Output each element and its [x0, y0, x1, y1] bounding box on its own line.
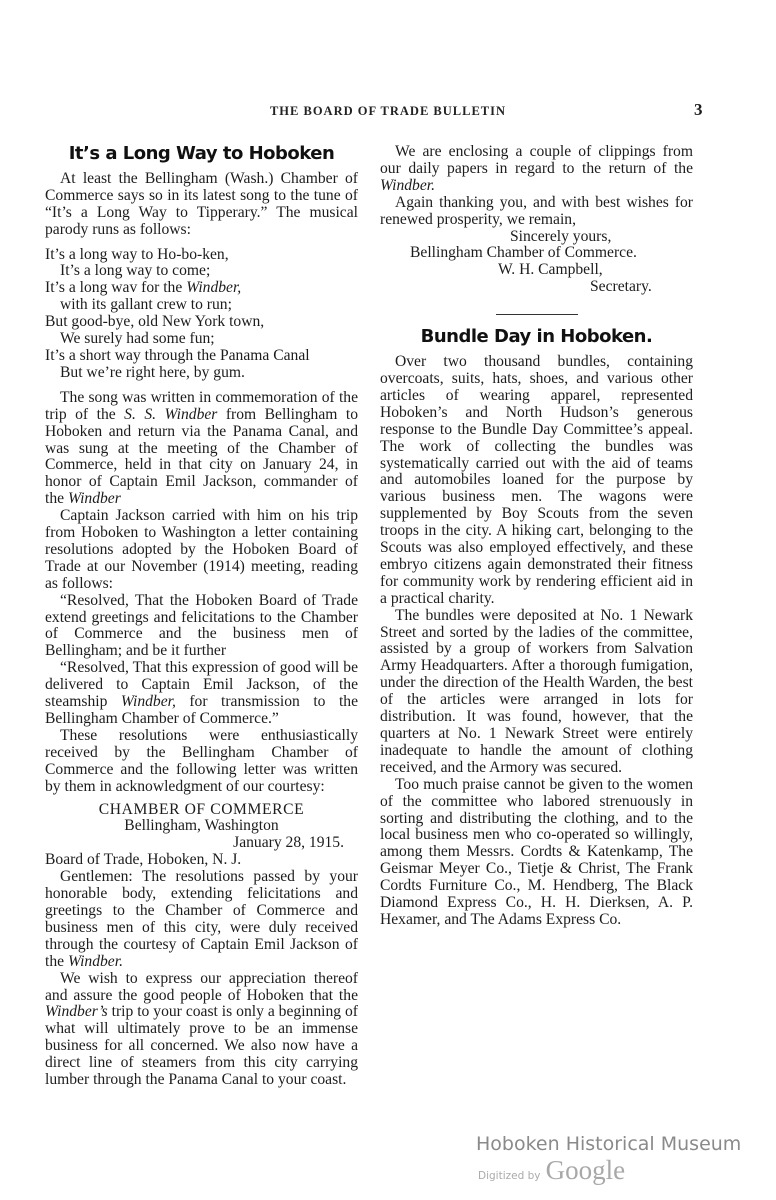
museum-name: Hoboken Historical Museum	[476, 1133, 742, 1155]
paragraph: Captain Jackson carried with him on his trip from Hoboken to Washington a letter containing resolutions adopted by the Hoboken Board of Trade at our November (1914) meeting, reading as follows:	[45, 507, 358, 592]
poem-line: with its gallant crew to run;	[60, 296, 232, 314]
paragraph	[45, 390, 358, 508]
paragraph: These resolutions were enthusiastically received by the Bellingham Chamber of Commerce and the following letter was written by them in acknowledgment of our courtesy:	[45, 726, 358, 795]
ship-name: Windber.	[67, 952, 123, 970]
text: Gentlemen: The resolutions passed by your honorable body, extending felicitations and greetings to the Chamber of Commerce and business men of this city, were duly received through the courtesy of Captain Emil Jackson of the	[45, 868, 358, 970]
poem-line: It’s a long way to come;	[60, 262, 211, 280]
letterhead: CHAMBER OF COMMERCE	[98, 800, 305, 818]
running-head: THE BOARD OF TRADE BULLETIN	[269, 104, 507, 118]
ship-name: Windber’s	[45, 1003, 108, 1021]
paragraph: Too much praise cannot be given to the women of the committee who labored strenuously in sorting and distributing the clothing, and to the local business men who co-operated so willingly, among them Messrs. Cordts & Katenkamp, The Geismar Meyer Co., Tietje & Christ, The Frank Cordts Furniture Co., M. Hendberg, The Black Diamond Express Co., H. H. Dierksen, A. P. Hexamer, and The Adams Express Co.	[380, 775, 693, 928]
watermark	[476, 1133, 741, 1186]
letter-closing: Sincerely yours,	[510, 227, 612, 245]
letter-addressee: Board of Trade, Hoboken, N. J.	[45, 851, 242, 869]
right-column-content	[380, 144, 693, 929]
poem-line: But we’re right here, by gum.	[60, 363, 245, 381]
letter-signer-title: Secretary.	[590, 278, 652, 296]
letter-paragraph: Again thanking you, and with best wishes for renewed prosperity, we remain,	[380, 193, 693, 228]
song-parody	[45, 247, 358, 382]
page-number: 3	[694, 100, 703, 119]
poem-line: We surely had some fun;	[60, 330, 215, 348]
letter-signer: W. H. Campbell,	[498, 261, 603, 279]
text: The song was written in commemoration of the trip of the	[45, 388, 358, 423]
article-intro: At least the Bellingham (Wash.) Chamber of Commerce says so in its latest song to the tune of “It’s a Long Way to Tipperary.” The musical parody runs as follows:	[45, 169, 358, 238]
poem-line: It’s a long way to Ho-bo-ken,	[45, 245, 229, 263]
left-column	[45, 140, 358, 1089]
text: for transmission to the Bellingham Chamber of Commerce.”	[45, 693, 358, 727]
google-logo: Google	[545, 1155, 626, 1185]
resolution-1: “Resolved, That the Hoboken Board of Trade extend greetings and felicitations to the Chamber of Commerce and the business men of Bellingham; and be it further	[45, 591, 358, 660]
letter-date: January 28, 1915.	[233, 834, 344, 852]
text: “Resolved, That this expression of good will be delivered to Captain Emil Jackson, of the steamship	[45, 659, 358, 711]
ship-name: Windber,	[186, 279, 242, 297]
poem-line: But good-bye, old New York town,	[45, 313, 265, 331]
text: trip to your coast is only a beginning of what will ultimately prove to be an immense business for all concerned. We also now have a direct line of steamers from this city carrying lumber through the Panama Canal to your coast.	[45, 1003, 358, 1089]
poem-line	[45, 280, 358, 297]
resolution-2	[45, 660, 358, 728]
letter-place: Bellingham, Washington	[124, 817, 279, 835]
poem-text: It’s a long wav for the	[45, 279, 187, 297]
letter-paragraph	[380, 144, 693, 195]
digitized-by-label: Digitized by	[478, 1170, 541, 1182]
ship-name: S. S. Windber	[124, 405, 218, 423]
paragraph: Over two thousand bundles, containing overcoats, suits, hats, shoes, and various other articles of wearing apparel, represented Hoboken’s and North Hudson’s generous response to the Bundle Day Committee’s appeal. The work of collecting the bundles was systematically carried out with the aid of teams and automobiles loaned for the purpose by various business men. The wagons were supplemented by Boy Scouts from the seven troops in the city. A hiking cart, belonging to the Scouts was also employed effectively, and these embryo citizens again demonstrated their fitness for community work by rendering efficient aid in a practical charity.	[380, 353, 693, 607]
article-title-bundle-day: Bundle Day in Hoboken.	[420, 326, 653, 348]
article-title-hoboken: It’s a Long Way to Hoboken	[68, 143, 335, 164]
poem-line: It’s a short way through the Panama Canal	[45, 346, 310, 364]
ship-name: Windber	[67, 490, 121, 508]
text: from Bellingham to Hoboken and return via the Panama Canal, and was sung at the meeting of the Chamber of Commerce, held in that city on January 24, in honor of Captain Emil Jackson, commander of the	[45, 405, 359, 508]
letter-org: Bellingham Chamber of Commerce.	[410, 244, 637, 262]
section-divider	[496, 314, 578, 315]
letter-paragraph	[45, 869, 358, 970]
text: We are enclosing a couple of clippings from our daily papers in regard to the return of the	[380, 143, 693, 177]
letter-paragraph	[45, 971, 358, 1089]
ship-name: Windber,	[120, 693, 176, 711]
ship-name: Windber.	[380, 176, 436, 194]
text: We wish to express our appreciation thereof and assure the good people of Hoboken that the	[45, 969, 358, 1004]
paragraph: The bundles were deposited at No. 1 Newark Street and sorted by the ladies of the committee, assisted by a group of workers from Salvation Army Headquarters. After a thorough fumigation, under the direction of the Health Warden, the best of the articles were arranged in lots for distribution. It was found, however, that the quarters at No. 1 Newark Street were entirely inadequate to handle the amount of clothing received, and the Armory was secured.	[380, 606, 693, 776]
